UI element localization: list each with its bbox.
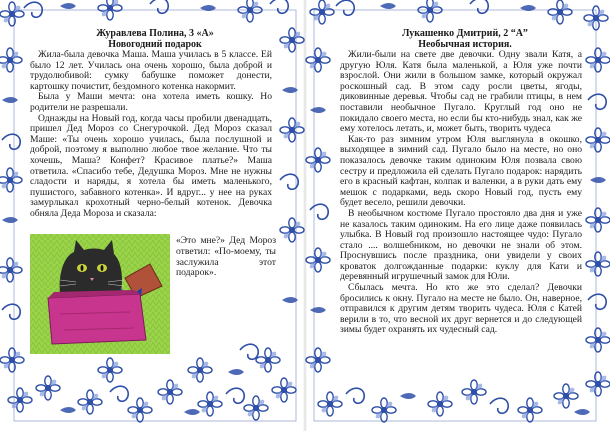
right-paragraph: В необычном костюме Пугало простояло два дня и уже не казалось таким одиноким. На его лице даже появилась улыбка. В Новый год произошло настоящее чудо: Пугало стало .... волшебником, но девочки не знали об этом. Проснувшись после праздника, они увидели у своих кроваток долгожданные подарки: куклу для Кати и деревянный игрушечный замок для Юли.	[340, 207, 582, 283]
left-paragraph: Однажды на Новый год, когда часы пробили двенадцать, пришел Дед Мороз со Снегурочкой. Дед Мороз сказал Маше: «Ты очень хорошо училась, была послушной и доброй, поэтому я выполню любое твое желание. Что ты хочешь, Маша? Конфет? Красивое платье?» Маша ответила. «Спасибо тебе, Дедушка Мороз. Мне не нужны сладости и наряды, я хотела бы иметь маленького, пушистого, забавного котенка». И вдруг... у нее на руках замурлыкал крохотный черно-белый котенок. Девочка обняла Деда Мороза и сказала:	[30, 112, 272, 219]
right-author: Лукашенко Дмитрий, 2 “А”	[402, 28, 528, 39]
left-closing-text	[176, 236, 276, 279]
right-paragraph: Сбылась мечта. Но кто же это сделал? Девочки бросились к окну. Пугало на месте не было. Он, наверное, отправился к другим детям творить чудеса. Юля с Катей верили в то, что весной их друг вернется и до следующей зимы будет охранять их чудесный сад.	[340, 282, 582, 336]
left-author: Журавлева Полина, 3 «А»	[96, 28, 214, 39]
cat-in-box-drawing	[30, 234, 170, 354]
left-closing-paragraph: «Это мне?» Дед Мороз ответил: «По-моему, ты заслужила этот подарок».	[176, 235, 276, 279]
right-paragraph: Как-то раз зимним утром Юля выглянула в окошко, выходящее в зимний сад. Пугало было на месте, но оно показалось девочке таким одиноким Юля позвала свою сестру и предложила ей сделать Пугало подарок: нарядить его в красный кафтан, колпак и валенки, а в руки дать ему мешок с подарками, ведь скоро Новый год, пусть ему будет весело, решили девочки.	[340, 133, 582, 209]
left-story	[30, 28, 272, 220]
left-title: Новогодний подарок	[108, 39, 202, 50]
left-paragraph: Была у Маши мечта: она хотела иметь кошку. Но родители не разрешали.	[30, 91, 272, 113]
left-paragraph: Жила-была девочка Маша. Маша училась в 5 классе. Ей было 12 лет. Училась она очень хорошо, была доброй и трудолюбивой: сумку бабушке поможет донести, картошку почистит, бездомного котенка накормит.	[30, 49, 272, 92]
right-story	[340, 28, 582, 336]
right-title: Необычная история.	[418, 39, 512, 50]
right-paragraph: Жили-были на свете две девочки. Одну звали Катя, а другую Юля. Катя была маленькой, а Юля уже почти взрослой. Они жили в большом замке, который окружал роскошный сад. В этом саду росли цветы, ягоды, диковинные деревья. Чтобы сад не грабили птицы, в нем поставили необычное Пугало. Круглый год оно не покидало своего места, но если бы кто-нибудь знал, как же ему хотелось летать, и, может быть, творить чудеса	[340, 49, 582, 135]
